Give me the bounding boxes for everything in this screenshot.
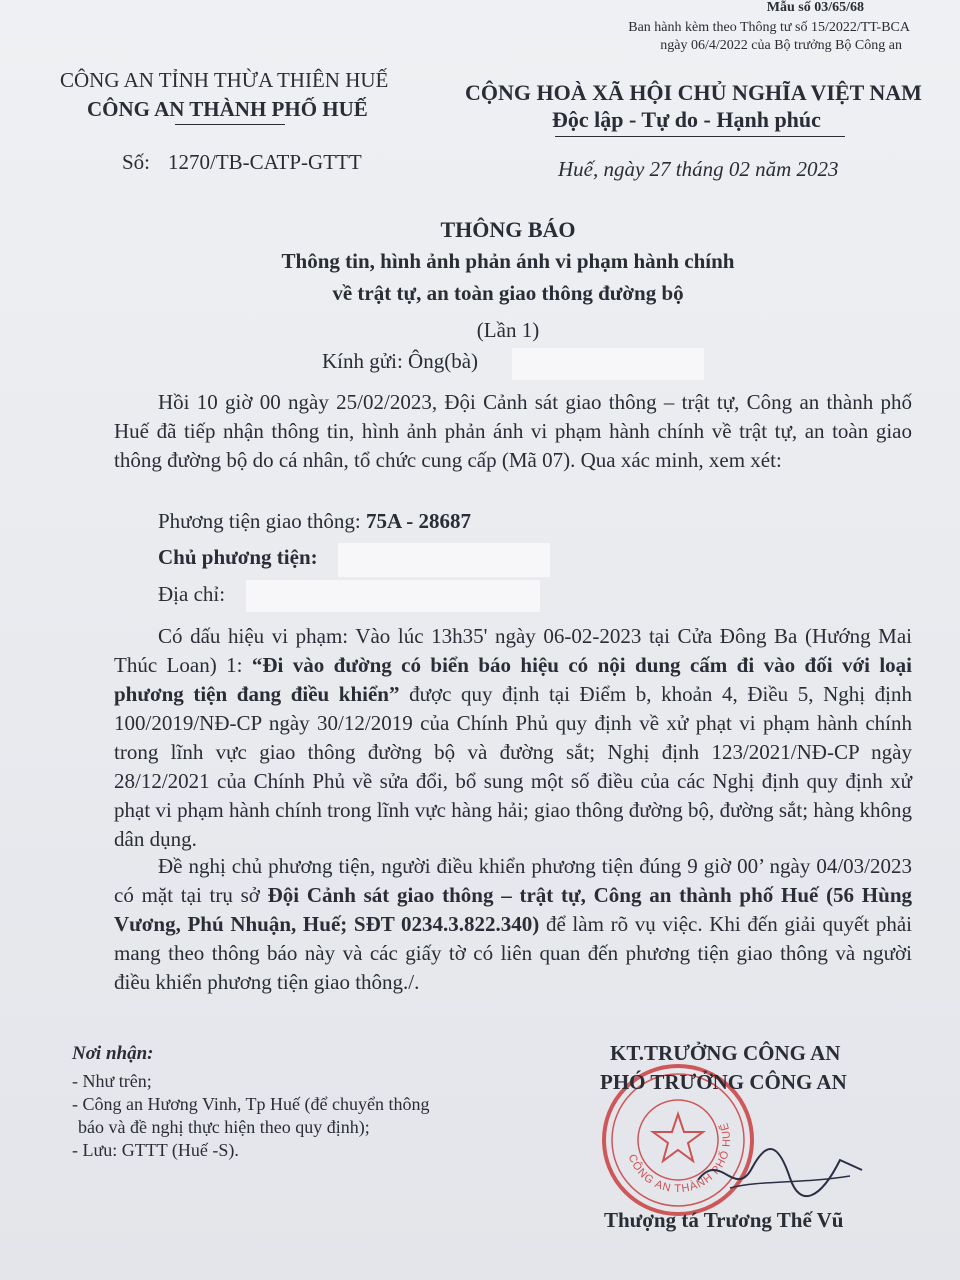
form-issued-line-2: ngày 06/4/2022 của Bộ trưởng Bộ Công an [660, 38, 902, 53]
request-location: Đội Cảnh sát giao thông – trật tự, Công an thành phố Huế (56 Hùng Vương, Phú Nhuận, Huế; SĐT 0234.3.822.340) [114, 883, 912, 936]
violation-paragraph [114, 622, 912, 854]
document-number-value: 1270/TB-CATP-GTTT [168, 150, 362, 174]
document-number-label: Số: [122, 150, 151, 174]
owner-field [158, 545, 318, 570]
redaction-address [246, 580, 540, 612]
agency-parent: CÔNG AN TỈNH THỪA THIÊN HUẾ [60, 68, 389, 92]
recipients-title: Nơi nhận: [72, 1043, 154, 1064]
notice-round: (Lần 1) [476, 318, 540, 342]
agency-underline [175, 124, 285, 125]
form-number: Mẫu số 03/65/68 [766, 0, 864, 15]
address-label: Địa chỉ: [158, 582, 226, 606]
violation-lead: Có dấu hiệu vi phạm: Vào lúc 13h35' ngày 06-02-2023 tại Cửa Đông Ba (Hướng Mai Thúc Loan) 1: [114, 624, 912, 677]
violation-legal-basis: được quy định tại Điểm b, khoản 4, Điều 5, Nghị định 100/2019/NĐ-CP ngày 30/12/2019 của Chính Phủ quy định về xử phạt vi phạm hành chính trong lĩnh vực giao thông đường bộ và đường sắt; Nghị định 123/2021/NĐ-CP ngày 28/12/2021 của Chính Phủ về sửa đổi, bổ sung một số điều của các Nghị định quy định xử phạt vi phạm hành chính trong lĩnh vực hàng hải; giao thông đường bộ, đường sắt; hàng không dân dụng. [114, 682, 912, 851]
intro-text: Hồi 10 giờ 00 ngày 25/02/2023, Đội Cảnh sát giao thông – trật tự, Công an thành phố Huế đã tiếp nhận thông tin, hình ảnh phản ánh vi phạm hành chính về trật tự, an toàn giao thông đường bộ do cá nhân, tổ chức cung cấp (Mã 07). Qua xác minh, xem xét: [114, 390, 912, 472]
owner-label: Chủ phương tiện: [158, 545, 318, 569]
document-subtitle-1: Thông tin, hình ảnh phản ánh vi phạm hành chính [281, 249, 735, 273]
violation-description: “Đi vào đường có biển báo hiệu có nội dung cấm đi vào đối với loại phương tiện đang điều khiển” [114, 653, 912, 706]
form-issued-line-1: Ban hành kèm theo Thông tư số 15/2022/TT-BCA [628, 20, 910, 35]
redaction-owner [338, 543, 550, 577]
motto: Độc lập - Tự do - Hạnh phúc [552, 107, 821, 132]
signer-name: Thượng tá Trương Thế Vũ [604, 1208, 844, 1232]
recipient-item: - Như trên; [72, 1071, 152, 1091]
vehicle-field [158, 509, 471, 534]
address-field [158, 582, 225, 607]
vehicle-label: Phương tiện giao thông: [158, 509, 361, 533]
svg-text:CÔNG AN THÀNH PHỐ HUẾ: CÔNG AN THÀNH PHỐ HUẾ [625, 1120, 734, 1196]
recipient-line [322, 349, 478, 374]
recipient-item: báo và đề nghị thực hiện theo quy định); [78, 1117, 370, 1137]
recipient-item: - Lưu: GTTT (Huế -S). [72, 1140, 239, 1160]
document-number [122, 150, 362, 175]
agency-name: CÔNG AN THÀNH PHỐ HUẾ [87, 97, 368, 121]
recipient-item: - Công an Hương Vinh, Tp Huế (để chuyển thông [72, 1094, 430, 1114]
request-rest: để làm rõ vụ việc. Khi đến giải quyết phải mang theo thông báo này và các giấy tờ có liên quan đến phương tiện giao thông và người điều khiển phương tiện giao thông./. [114, 912, 912, 994]
signature-authority-line-1: KT.TRƯỞNG CÔNG AN [610, 1041, 841, 1065]
request-paragraph [114, 852, 912, 997]
signature-authority-line-2: PHÓ TRƯỞNG CÔNG AN [600, 1070, 847, 1094]
document-subtitle-2: về trật tự, an toàn giao thông đường bộ [332, 281, 684, 305]
handwritten-signature [690, 1140, 870, 1210]
place-date: Huế, ngày 27 tháng 02 năm 2023 [558, 157, 839, 181]
motto-underline [555, 136, 845, 137]
request-lead: Đề nghị chủ phương tiện, người điều khiển phương tiện đúng 9 giờ 00’ ngày 04/03/2023 có mặt tại trụ sở [114, 854, 912, 907]
nation-title: CỘNG HOÀ XÃ HỘI CHỦ NGHĨA VIỆT NAM [465, 80, 922, 105]
document-title: THÔNG BÁO [440, 217, 576, 242]
vehicle-plate: 75A - 28687 [365, 509, 471, 533]
intro-paragraph [114, 388, 912, 475]
redaction-recipient [512, 348, 704, 380]
recipient-label: Kính gửi: Ông(bà) [322, 349, 479, 373]
